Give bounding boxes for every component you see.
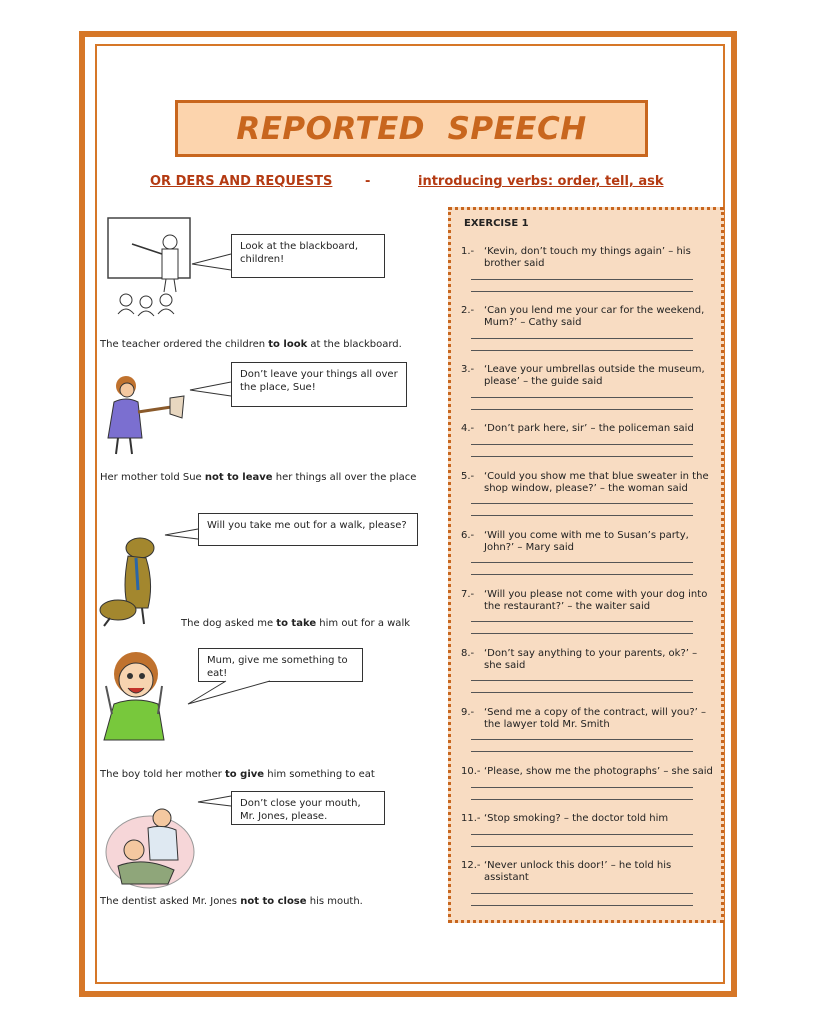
answer-line[interactable] <box>471 574 693 575</box>
speech-bubble-dog: Will you take me out for a walk, please? <box>198 513 418 546</box>
answer-line[interactable] <box>471 350 693 351</box>
exercise-box <box>448 207 724 923</box>
boy-picture <box>98 646 170 742</box>
bubble-tail-teacher <box>190 252 232 272</box>
title-banner <box>175 100 648 157</box>
answer-line[interactable] <box>471 515 693 516</box>
teacher-picture <box>104 214 196 319</box>
speech-bubble-boy: Mum, give me something to eat! <box>198 648 363 682</box>
answer-line[interactable] <box>471 633 693 634</box>
answer-line[interactable] <box>471 905 693 906</box>
answer-line[interactable] <box>471 799 693 800</box>
answer-line[interactable] <box>471 397 693 398</box>
answer-line[interactable] <box>471 680 693 681</box>
answer-line[interactable] <box>471 739 693 740</box>
subtitle-verbs: introducing verbs: order, tell, ask <box>418 174 664 189</box>
speech-bubble-teacher: Look at the blackboard, children! <box>231 234 385 278</box>
caption-dog: The dog asked me to take him out for a walk <box>181 618 411 629</box>
exercise-item: 12.- ‘Never unlock this door!’ – he told his assistant <box>461 860 672 883</box>
exercise-item: 6.- ‘Will you come with me to Susan’s party, John?’ – Mary said <box>461 530 689 553</box>
bubble-tail-dog <box>163 527 199 541</box>
exercise-item: 1.- ‘Kevin, don’t touch my things again’ – his brother said <box>461 246 691 269</box>
answer-line[interactable] <box>471 562 693 563</box>
bubble-tail-dentist <box>196 794 232 808</box>
answer-line[interactable] <box>471 692 693 693</box>
answer-line[interactable] <box>471 279 693 280</box>
subtitle-topic: OR DERS AND REQUESTS <box>150 174 333 189</box>
answer-line[interactable] <box>471 444 693 445</box>
exercise-title: EXERCISE 1 <box>464 218 529 229</box>
answer-line[interactable] <box>471 893 693 894</box>
speech-bubble-mother: Don’t leave your things all over the place, Sue! <box>231 362 407 407</box>
exercise-item: 10.- ‘Please, show me the photographs’ – she said <box>461 766 713 777</box>
exercise-item: 5.- ‘Could you show me that blue sweater in the shop window, please?’ – the woman said <box>461 471 709 494</box>
caption-mother: Her mother told Sue not to leave her things all over the place <box>100 472 417 483</box>
exercise-item: 7.- ‘Will you please not come with your dog into the restaurant?’ – the waiter said <box>461 589 708 612</box>
answer-line[interactable] <box>471 409 693 410</box>
caption-teacher: The teacher ordered the children to look at the blackboard. <box>100 339 402 350</box>
answer-line[interactable] <box>471 787 693 788</box>
caption-boy: The boy told her mother to give him something to eat <box>100 769 375 780</box>
exercise-item: 8.- ‘Don’t say anything to your parents, ok?’ – she said <box>461 648 698 671</box>
page-title: REPORTED SPEECH <box>236 110 587 147</box>
exercise-item: 4.- ‘Don’t park here, sir’ – the policeman said <box>461 423 694 434</box>
answer-line[interactable] <box>471 751 693 752</box>
answer-line[interactable] <box>471 291 693 292</box>
answer-line[interactable] <box>471 456 693 457</box>
answer-line[interactable] <box>471 846 693 847</box>
mother-picture <box>100 372 188 460</box>
dentist-picture <box>104 800 202 892</box>
exercise-item: 9.- ‘Send me a copy of the contract, will you?’ – the lawyer told Mr. Smith <box>461 707 707 730</box>
dog-picture <box>98 528 168 628</box>
answer-line[interactable] <box>471 621 693 622</box>
bubble-tail-mother <box>188 380 232 398</box>
answer-line[interactable] <box>471 503 693 504</box>
subtitle-dash: - <box>365 174 371 189</box>
bubble-tail-boy <box>186 680 272 706</box>
exercise-item: 3.- ‘Leave your umbrellas outside the museum, please’ – the guide said <box>461 364 705 387</box>
answer-line[interactable] <box>471 338 693 339</box>
exercise-item: 2.- ‘Can you lend me your car for the weekend, Mum?’ – Cathy said <box>461 305 705 328</box>
caption-dentist: The dentist asked Mr. Jones not to close his mouth. <box>100 896 363 907</box>
exercise-item: 11.- ‘Stop smoking? – the doctor told him <box>461 813 669 824</box>
answer-line[interactable] <box>471 834 693 835</box>
speech-bubble-dentist: Don’t close your mouth, Mr. Jones, please. <box>231 791 385 825</box>
